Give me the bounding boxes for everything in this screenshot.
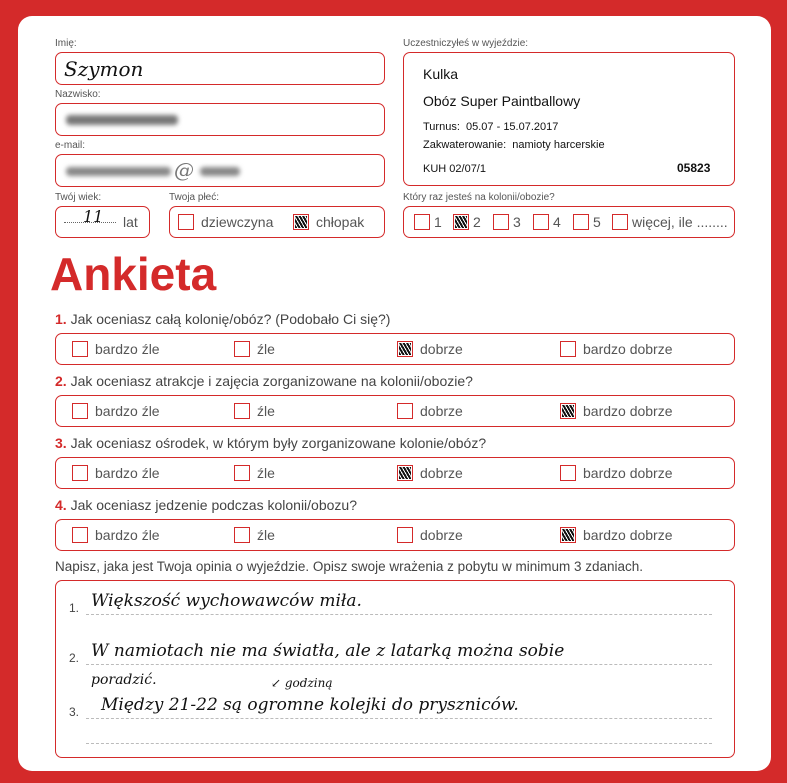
answer-2: W namiotach nie ma światła, ale z latarką można sobie bbox=[91, 641, 565, 661]
which-time-field bbox=[403, 206, 735, 238]
survey-title: Ankieta bbox=[50, 248, 217, 300]
which-time-2[interactable]: 2 bbox=[453, 214, 481, 230]
rating-row-4 bbox=[55, 519, 735, 551]
trip-name: Kulka bbox=[423, 66, 459, 82]
rating-option[interactable]: bardzo dobrze bbox=[560, 403, 673, 419]
which-time-more[interactable]: więcej, ile ........ bbox=[612, 214, 728, 230]
answer-1: Większość wychowawców miła. bbox=[91, 591, 362, 611]
age-unit: lat bbox=[123, 214, 138, 230]
answer-line bbox=[86, 664, 712, 665]
rating-option[interactable]: źle bbox=[234, 527, 275, 543]
trip-label: Uczestniczyłeś w wyjeździe: bbox=[403, 38, 529, 49]
opinion-prompt: Napisz, jaka jest Twoja opinia o wyjeździe. Opisz swoje wrażenia z pobytu w minimum 3 zdaniach. bbox=[55, 559, 644, 574]
gender-option-boy[interactable]: chłopak bbox=[293, 214, 364, 230]
rating-option[interactable]: źle bbox=[234, 465, 275, 481]
opinion-box[interactable] bbox=[55, 580, 735, 758]
age-field[interactable] bbox=[55, 206, 150, 238]
rating-option[interactable]: dobrze bbox=[397, 403, 463, 419]
which-time-label: Który raz jesteś na kolonii/obozie? bbox=[403, 192, 555, 203]
answer-number: 3. bbox=[69, 705, 80, 719]
trip-code: KUH 02/07/1 bbox=[423, 163, 486, 175]
first-name-value: Szymon bbox=[64, 57, 144, 81]
question-2: 2. Jak oceniasz atrakcje i zajęcia zorganizowane na kolonii/obozie? bbox=[55, 373, 473, 389]
rating-option[interactable]: dobrze bbox=[397, 465, 463, 481]
gender-option-girl[interactable]: dziewczyna bbox=[178, 214, 273, 230]
which-time-1[interactable]: 1 bbox=[414, 214, 442, 230]
last-name-field[interactable] bbox=[55, 103, 385, 136]
camp-name: Obóz Super Paintballowy bbox=[423, 93, 581, 109]
turnus: Turnus: 05.07 - 15.07.2017 bbox=[423, 121, 559, 133]
checkbox[interactable] bbox=[178, 214, 194, 230]
rating-option[interactable]: bardzo dobrze bbox=[560, 527, 673, 543]
rating-option[interactable]: bardzo źle bbox=[72, 403, 160, 419]
survey-sheet bbox=[18, 16, 771, 771]
answer-line bbox=[86, 614, 712, 615]
gender-field bbox=[169, 206, 385, 238]
age-label: Twój wiek: bbox=[55, 192, 102, 203]
rating-option[interactable]: dobrze bbox=[397, 341, 463, 357]
rating-option[interactable]: bardzo źle bbox=[72, 341, 160, 357]
age-value: 11 bbox=[83, 207, 104, 226]
trip-info-box bbox=[403, 52, 735, 186]
rating-row-1 bbox=[55, 333, 735, 365]
which-time-4[interactable]: 4 bbox=[533, 214, 561, 230]
gender-label: Twoja płeć: bbox=[169, 192, 220, 203]
rating-row-2 bbox=[55, 395, 735, 427]
redacted-email-domain bbox=[200, 167, 240, 176]
first-name-field[interactable] bbox=[55, 52, 385, 85]
email-label: e-mail: bbox=[55, 140, 86, 151]
rating-option[interactable]: bardzo źle bbox=[72, 465, 160, 481]
rating-option[interactable]: dobrze bbox=[397, 527, 463, 543]
rating-option[interactable]: źle bbox=[234, 341, 275, 357]
rating-option[interactable]: bardzo dobrze bbox=[560, 341, 673, 357]
answer-2-continued: poradzić. bbox=[91, 672, 157, 688]
rating-row-3 bbox=[55, 457, 735, 489]
answer-3: Między 21-22 są ogromne kolejki do pryszniców. bbox=[101, 695, 519, 715]
answer-number: 1. bbox=[69, 601, 80, 615]
answer-line bbox=[86, 743, 712, 744]
which-time-3[interactable]: 3 bbox=[493, 214, 521, 230]
rating-option[interactable]: bardzo dobrze bbox=[560, 465, 673, 481]
which-time-5[interactable]: 5 bbox=[573, 214, 601, 230]
checkbox-checked[interactable] bbox=[293, 214, 309, 230]
email-at-sign: @ bbox=[174, 158, 194, 182]
redacted-email-user bbox=[66, 167, 171, 176]
trip-number: 05823 bbox=[677, 161, 711, 175]
last-name-label: Nazwisko: bbox=[55, 89, 101, 100]
accommodation: Zakwaterowanie: namioty harcerskie bbox=[423, 139, 605, 151]
rating-option[interactable]: źle bbox=[234, 403, 275, 419]
question-1: 1. Jak oceniasz całą kolonię/obóz? (Podobało Ci się?) bbox=[55, 311, 391, 327]
answer-number: 2. bbox=[69, 651, 80, 665]
answer-line bbox=[86, 718, 712, 719]
redacted-last-name bbox=[66, 115, 178, 125]
question-3: 3. Jak oceniasz ośrodek, w którym były zorganizowane kolonie/obóz? bbox=[55, 435, 487, 451]
answer-3-insert: ↙ godziną bbox=[271, 676, 333, 690]
question-4: 4. Jak oceniasz jedzenie podczas kolonii/obozu? bbox=[55, 497, 357, 513]
email-field[interactable] bbox=[55, 154, 385, 187]
first-name-label: Imię: bbox=[55, 38, 77, 49]
rating-option[interactable]: bardzo źle bbox=[72, 527, 160, 543]
